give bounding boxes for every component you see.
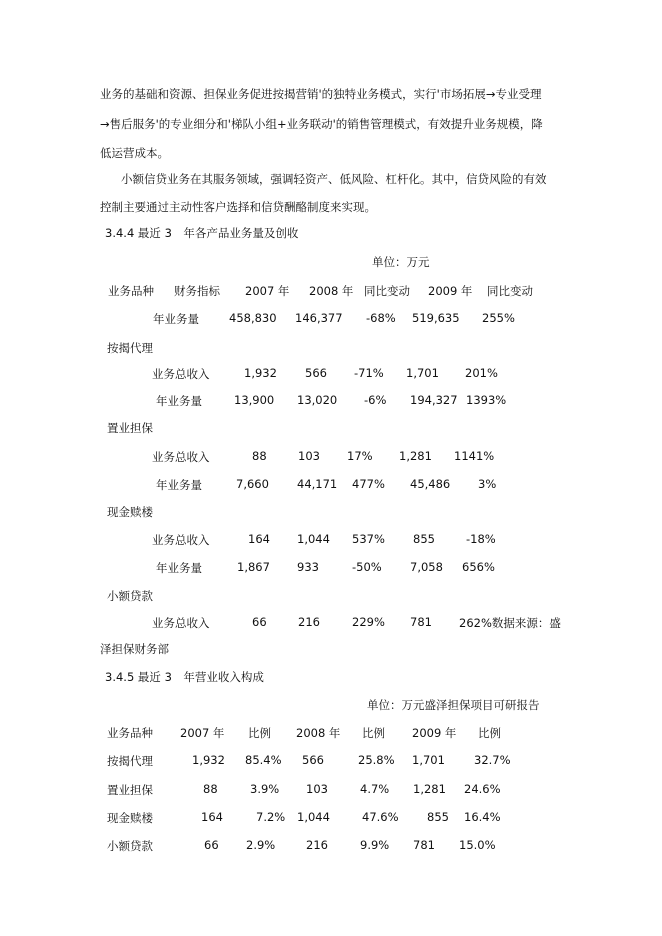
t2-header-product: 业务品种 (107, 726, 153, 740)
t1-row-change-2: 656% (462, 560, 495, 574)
t2-row-ratio-2009: 15.0% (459, 838, 496, 852)
t1-row-2008: 44,171 (297, 477, 338, 491)
t2-header-2008: 2008 年 (296, 726, 341, 740)
t2-row-2008: 103 (306, 782, 328, 796)
t2-row-ratio-2009: 24.6% (464, 782, 501, 796)
t1-row-change-1: -50% (352, 560, 382, 574)
t2-row-2009: 1,701 (412, 753, 445, 767)
t1-row-2007: 13,900 (234, 393, 275, 407)
t1-row-2009: 194,327 (410, 393, 458, 407)
t2-row-2007: 88 (203, 782, 218, 796)
section-345-unit: 单位：万元盛泽担保项目可研报告 (367, 698, 540, 712)
t1-row-indicator: 年业务量 (156, 478, 202, 492)
t1-row-change-2: 201% (465, 366, 498, 380)
t1-row-change-1: -71% (354, 366, 384, 380)
t1-header-2009: 2009 年 (428, 284, 473, 298)
t1-row-indicator: 年业务量 (156, 394, 202, 408)
t1-row-change-2: 1141% (454, 449, 495, 463)
t2-row-2007: 66 (204, 838, 219, 852)
paragraph-1-line-1: 业务的基础和资源、担保业务促进按揭营销'的独特业务模式，实行'市场拓展→专业受理 (100, 87, 542, 101)
t2-row-2009: 855 (427, 810, 449, 824)
t2-row-ratio-2007: 85.4% (245, 753, 282, 767)
t2-row-ratio-2008: 47.6% (362, 810, 399, 824)
t1-row-2008: 566 (305, 366, 327, 380)
paragraph-2-line-1: 小额信贷业务在其服务领域，强调轻资产、低风险、杠杆化。其中，信贷风险的有效 (121, 172, 547, 186)
t1-product-label: 现金赎楼 (107, 505, 153, 519)
t1-row-2009: 855 (413, 532, 435, 546)
t1-row-2009: 1,281 (399, 449, 432, 463)
t1-header-change-2: 同比变动 (487, 284, 533, 298)
t1-row-change-1: 229% (352, 615, 385, 629)
t2-row-ratio-2007: 7.2% (256, 810, 286, 824)
t2-header-ratio-2009: 比例 (478, 726, 501, 740)
t1-header-indicator: 财务指标 (174, 284, 220, 298)
t2-row-ratio-2008: 25.8% (358, 753, 395, 767)
paragraph-2-line-2: 控制主要通过主动性客户选择和信贷酬酪制度来实现。 (100, 200, 376, 214)
t2-row-product: 置业担保 (107, 783, 153, 797)
t2-row-ratio-2009: 16.4% (464, 810, 501, 824)
t1-row-change-1: 17% (347, 449, 373, 463)
t2-header-ratio-2008: 比例 (362, 726, 385, 740)
t1-source-tail: 泽担保财务部 (100, 642, 169, 656)
t1-row-change-1: 537% (352, 532, 385, 546)
t2-header-2007: 2007 年 (180, 726, 225, 740)
t1-row-2008: 146,377 (295, 311, 343, 325)
t1-row-2009: 1,701 (406, 366, 439, 380)
t2-row-ratio-2009: 32.7% (474, 753, 511, 767)
t2-row-ratio-2007: 3.9% (250, 782, 280, 796)
t1-row-indicator: 业务总收入 (152, 450, 210, 464)
t1-row-2008: 933 (297, 560, 319, 574)
t1-row-change-2: 255% (482, 311, 515, 325)
t1-row-change-2: -18% (466, 532, 496, 546)
t1-row-change-2: 3% (478, 477, 497, 491)
t1-header-2007: 2007 年 (245, 284, 290, 298)
t1-row-2007: 458,830 (229, 311, 277, 325)
t2-row-2007: 1,932 (192, 753, 225, 767)
t2-row-ratio-2008: 4.7% (360, 782, 390, 796)
t2-row-product: 小额贷款 (107, 839, 153, 853)
t1-header-change-1: 同比变动 (364, 284, 410, 298)
t1-row-2009: 519,635 (412, 311, 460, 325)
t1-row-2007: 66 (252, 615, 267, 629)
t1-row-change-1: -68% (366, 311, 396, 325)
t1-row-change-2: 1393% (466, 393, 507, 407)
t1-row-2008: 216 (298, 615, 320, 629)
t1-product-label: 小额贷款 (107, 589, 153, 603)
t2-header-ratio-2007: 比例 (248, 726, 271, 740)
paragraph-1-line-3: 低运营成本。 (100, 146, 169, 160)
t1-row-indicator: 业务总收入 (152, 367, 210, 381)
t1-row-indicator: 业务总收入 (152, 616, 210, 630)
t1-row-indicator: 年业务量 (153, 312, 199, 326)
t1-product-label: 按揭代理 (107, 341, 153, 355)
t2-row-2008: 216 (306, 838, 328, 852)
t1-row-2007: 7,660 (236, 477, 269, 491)
t1-row-2007: 1,932 (244, 366, 277, 380)
t2-row-product: 按揭代理 (107, 754, 153, 768)
t1-row-change-1: -6% (364, 393, 387, 407)
t1-row-2007: 88 (252, 449, 267, 463)
t1-header-product: 业务品种 (108, 284, 154, 298)
t1-row-indicator: 业务总收入 (152, 533, 210, 547)
t1-row-2008: 103 (298, 449, 320, 463)
t2-row-product: 现金赎楼 (107, 811, 153, 825)
t1-row-2008: 13,020 (297, 393, 338, 407)
t2-row-2008: 1,044 (297, 810, 330, 824)
t1-row-2009: 45,486 (410, 477, 451, 491)
t2-row-2009: 781 (413, 838, 435, 852)
t1-row-indicator: 年业务量 (156, 561, 202, 575)
t2-row-ratio-2008: 9.9% (360, 838, 390, 852)
paragraph-1-line-2: →售后服务'的专业细分和'梯队小组+业务联动'的销售管理模式，有效提升业务规模，降 (100, 117, 543, 131)
section-344-unit: 单位：万元 (372, 255, 430, 269)
t2-row-ratio-2007: 2.9% (246, 838, 276, 852)
section-345-heading: 3.4.5 最近 3 年营业收入构成 (105, 670, 264, 684)
t1-row-2007: 164 (248, 532, 270, 546)
t1-row-change-2-with-source: 262%数据来源：盛 (459, 616, 561, 630)
t2-row-2007: 164 (201, 810, 223, 824)
t1-product-label: 置业担保 (107, 421, 153, 435)
t1-row-2007: 1,867 (237, 560, 270, 574)
section-344-heading: 3.4.4 最近 3 年各产品业务量及创收 (105, 226, 299, 240)
t1-row-change-1: 477% (352, 477, 385, 491)
t2-row-2008: 566 (302, 753, 324, 767)
t1-row-2009: 7,058 (410, 560, 443, 574)
t1-header-2008: 2008 年 (309, 284, 354, 298)
t2-header-2009: 2009 年 (412, 726, 457, 740)
t1-row-2009: 781 (410, 615, 432, 629)
t1-row-2008: 1,044 (297, 532, 330, 546)
t2-row-2009: 1,281 (413, 782, 446, 796)
